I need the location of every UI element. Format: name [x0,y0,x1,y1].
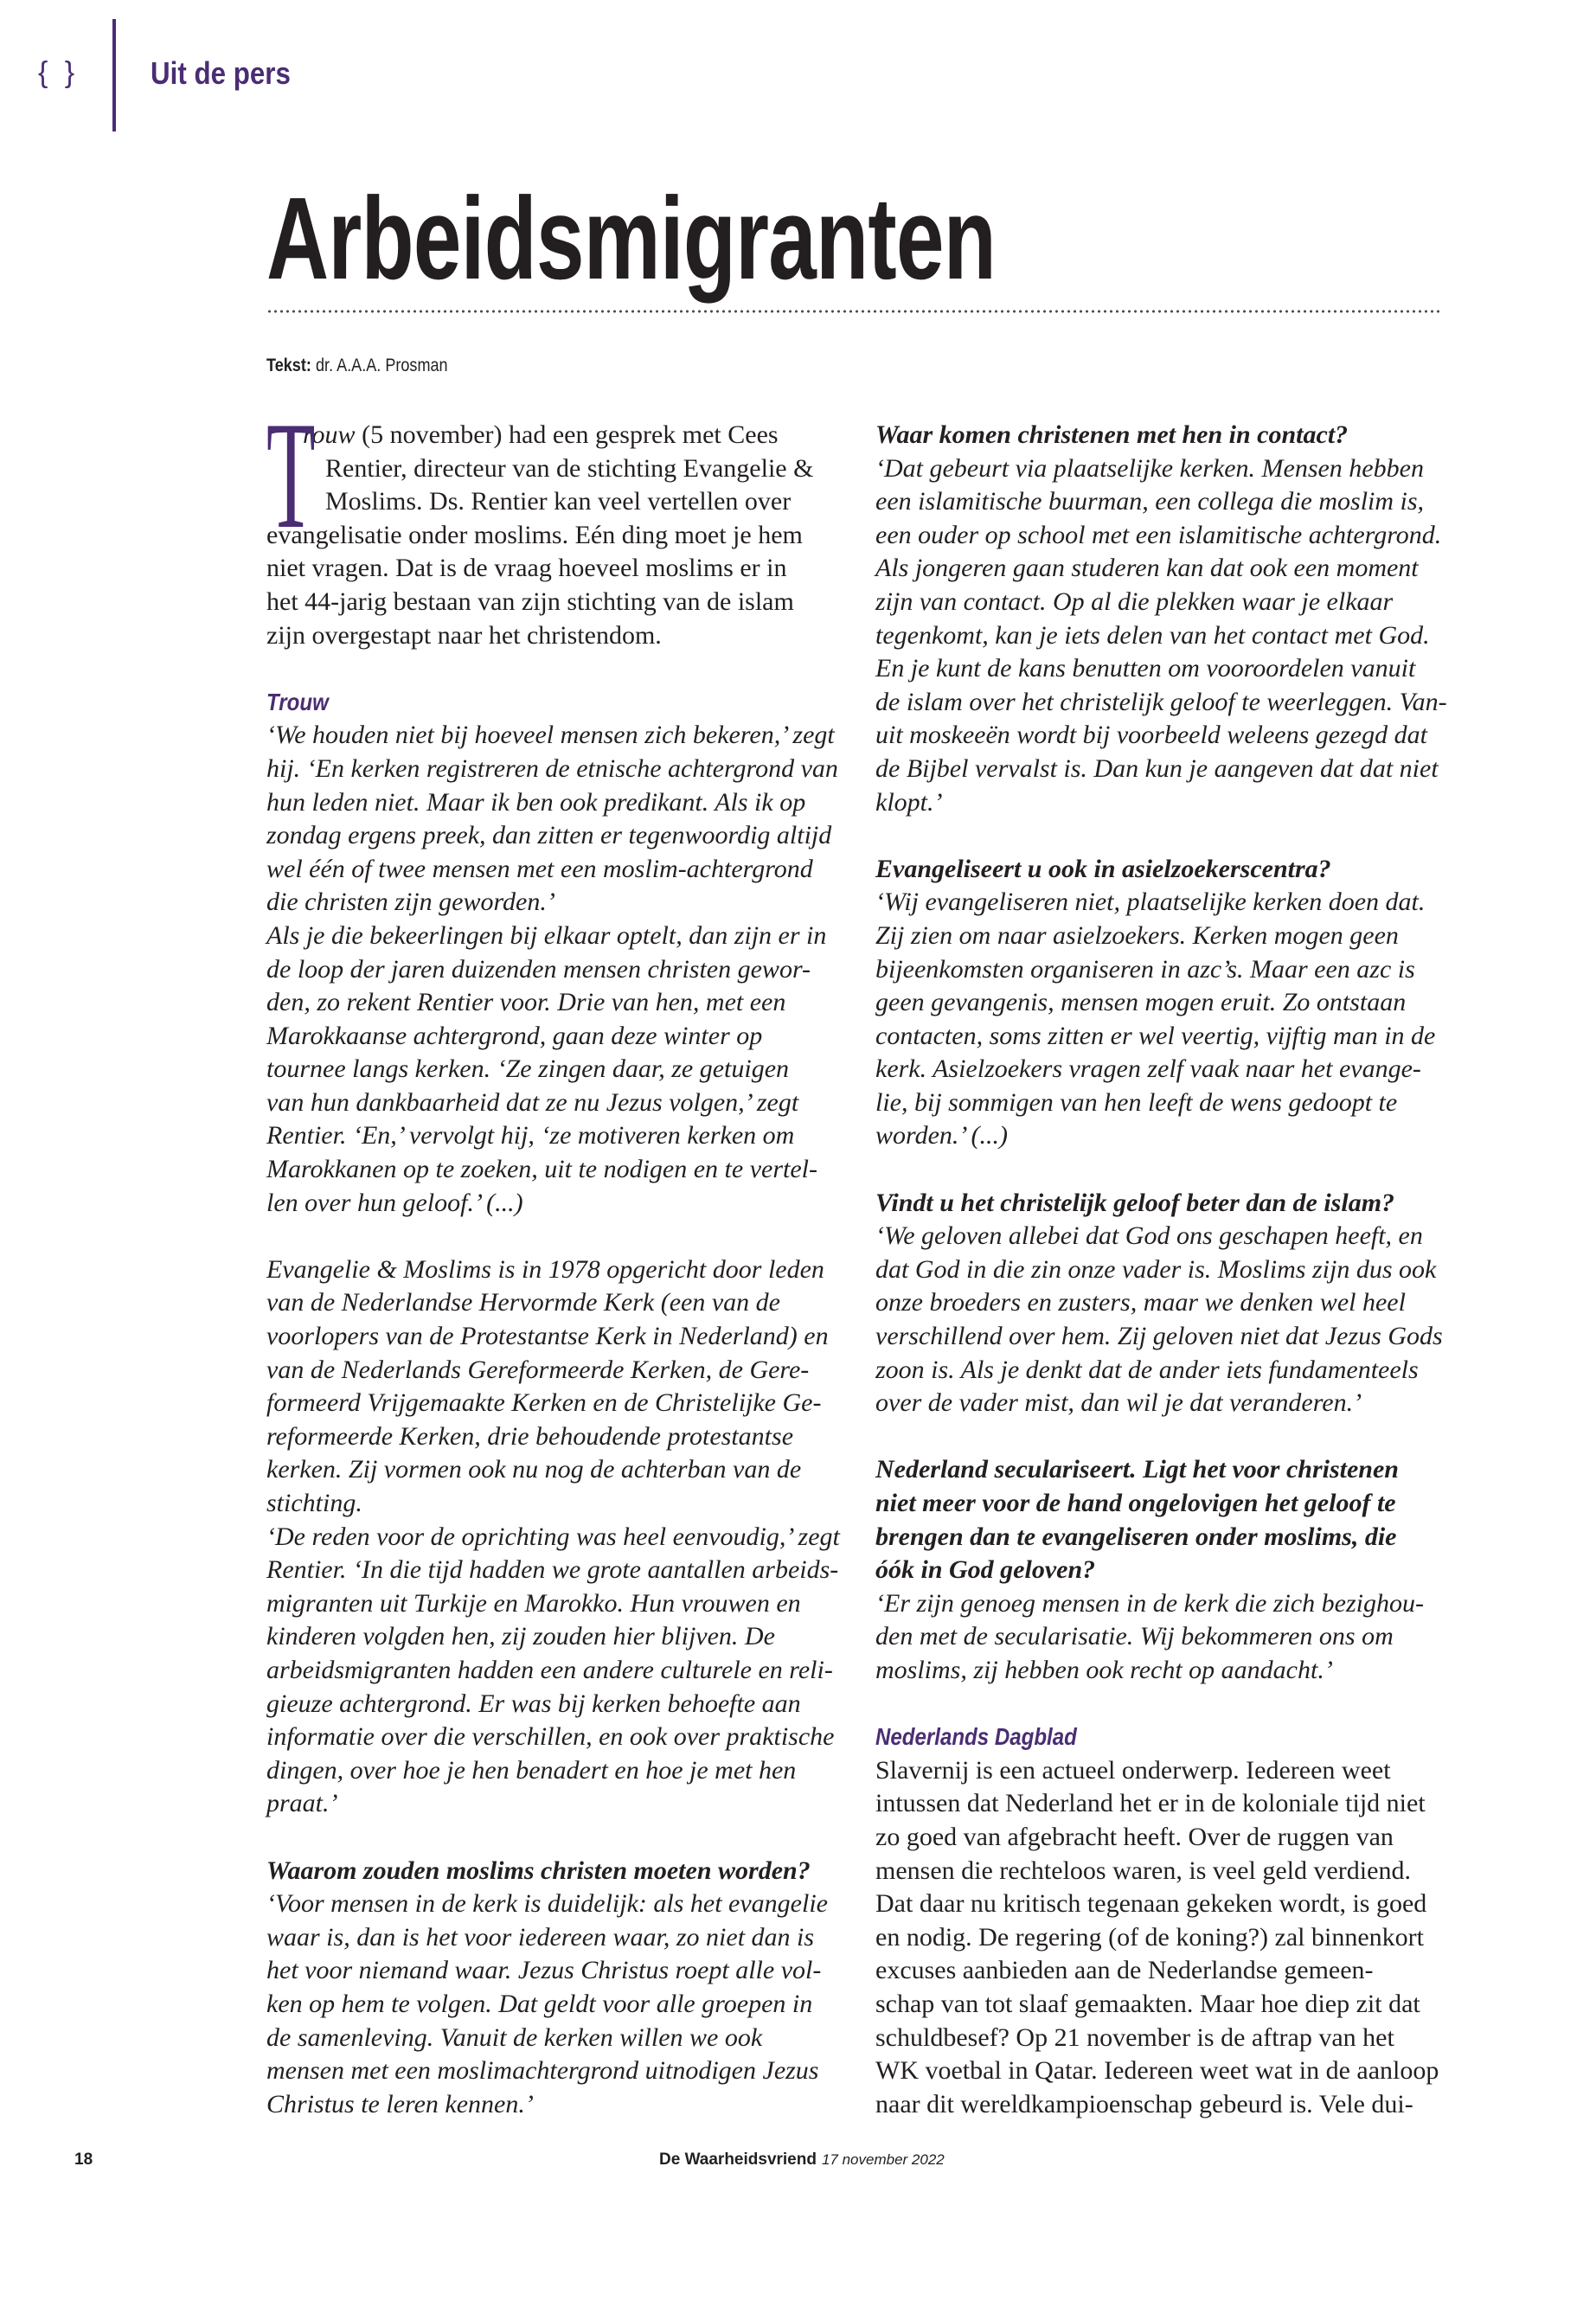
publication-name: De Waarheidsvriend [659,2150,817,2169]
text-line: bijeenkomsten organiseren in azc’s. Maar een azc is [875,954,1415,984]
text-line: excuses aanbieden aan de Nederlandse gemeen- [875,1956,1374,1985]
subhead-block [875,1721,1443,1754]
subhead-block [266,686,829,720]
text-line: ‘We houden niet bij hoeveel mensen zich bekeren,’ zegt [266,721,835,750]
text-line: Als jongeren gaan studeren kan dat ook een moment [875,554,1419,583]
text-line: En je kunt de kans benutten om vooroordelen vanuit [875,654,1416,683]
italic-block [875,1220,1443,1420]
footer-publication [659,2149,945,2171]
text-line: hun leden niet. Maar ik ben ook predikant. Als ik op [266,787,806,817]
text-line: het 44-jarig bestaan van zijn stichting van de islam [266,586,794,616]
text-line: gieuze achtergrond. Er was bij kerken behoefte aan [266,1689,801,1718]
article-section [875,419,1447,819]
text-line: evangelisatie onder moslims. Eén ding moet je hem [266,520,803,549]
text-line: Rentier. ‘En,’ vervolgt hij, ‘ze motiveren kerken om [266,1121,795,1150]
article-section [266,686,838,1221]
text-line: klopt.’ [875,787,943,817]
question-line: óók in God geloven? [875,1555,1096,1585]
text-line: Dat daar nu kritisch tegenaan gekeken wordt, is goed [875,1889,1427,1919]
text-line: contacten, soms zitten er wel veertig, vijftig man in de [875,1021,1436,1050]
article-section [875,853,1443,1153]
italic-block [266,719,838,1220]
italic-block [266,1888,829,2121]
text-line: zijn overgestapt naar het christendom. [266,620,662,650]
question-block [875,853,1443,887]
title-dotted-rule [266,310,1443,313]
text-line: intussen dat Nederland het er in de koloniale tijd niet [875,1789,1426,1818]
text-line: Evangelie & Moslims is in 1978 opgericht door leden [266,1254,824,1284]
italic-block [266,1253,840,1821]
question-line: Vindt u het christelijk geloof beter dan de islam? [875,1188,1395,1217]
article-column-right [875,419,1447,2121]
text-line: schuldbesef? Op 21 november is de aftrap van het [875,2022,1394,2052]
text-line: dat God in die zin onze vader is. Moslims zijn dus ook [875,1254,1437,1284]
question-block [875,419,1443,452]
question-line: Nederland seculariseert. Ligt het voor christenen [875,1455,1399,1484]
byline-label: Tekst: [266,356,311,375]
text-line: zo goed van afgebracht heeft. Over de ruggen van [875,1822,1394,1851]
text-line: de Bijbel vervalst is. Dan kun je aangeven dat dat niet [875,753,1439,783]
text-line: dingen, over hoe je hen benadert en hoe je met hen [266,1755,797,1785]
text-line [266,419,829,452]
text-line: ‘We geloven allebei dat God ons geschapen heeft, en [875,1221,1423,1251]
text-line: len over hun geloof.’ (...) [266,1188,523,1217]
text-line: ken op hem te volgen. Dat geldt voor alle groepen in [266,1989,813,2018]
text-line: Marokkaanse achtergrond, gaan deze winter op [266,1021,763,1050]
article-section [875,1187,1443,1420]
text-line: een islamitische buurman, een collega die moslim is, [875,487,1425,516]
text-line: WK voetbal in Qatar. Iedereen weet wat in de aanloop [875,2056,1439,2086]
text-line: den met de secularisatie. Wij bekommeren ons om [875,1622,1394,1651]
text-run: (5 november) had een gesprek met Cees [355,420,779,449]
byline-author: dr. A.A.A. Prosman [316,356,448,375]
text-line: de samenleving. Vanuit de kerken willen we ook [266,2022,763,2052]
text-line: Rentier. ‘In die tijd hadden we grote aantallen arbeids- [266,1555,839,1585]
header-divider [112,19,116,131]
text-line: Marokkanen op te zoeken, uit te nodigen en te vertel- [266,1155,817,1184]
text-line: van de Nederlands Gereformeerde Kerken, de Gere- [266,1355,810,1384]
newspaper-name: rouw [303,420,356,449]
text-line: ‘Dat gebeurt via plaatselijke kerken. Mensen hebben [875,453,1424,483]
text-line: zondag ergens preek, dan zitten er tegenwoordig altijd [266,821,832,850]
question-line: niet meer voor de hand ongelovigen het geloof te [875,1489,1396,1517]
text-line: ‘Wij evangeliseren niet, plaatselijke kerken doen dat. [875,888,1426,917]
question-line: Evangeliseert u ook in asielzoekerscentra? [875,854,1331,883]
question-line: Waarom zouden moslims christen moeten worden? [266,1856,811,1885]
text-line: praat.’ [266,1789,338,1818]
article-section [875,1453,1443,1687]
text-line: naar dit wereldkampioenschap gebeurd is. Vele dui- [875,2089,1413,2118]
text-line: tegenkomt, kan je iets delen van het contact met God. [875,620,1430,650]
article-section [875,1721,1443,2121]
text-line: uit moskeeën wordt bij voorbeeld weleens gezegd dat [875,721,1427,750]
text-line: over de vader mist, dan wil je dat veranderen.’ [875,1388,1362,1418]
text-line: informatie over die verschillen, en ook over praktische [266,1722,835,1752]
lead-paragraph [266,389,829,652]
question-block [875,1453,1443,1586]
text-line: worden.’ (...) [875,1121,1009,1150]
page-number: 18 [74,2150,93,2169]
text-line: de loop der jaren duizenden mensen christen gewor- [266,954,811,984]
question-line: Waar komen christenen met hen in contact? [875,420,1349,449]
text-line: onze broeders en zusters, maar we denken wel heel [875,1288,1406,1317]
drop-cap: T [266,389,316,561]
text-line: kinderen volgden hen, zij zouden hier blijven. De [266,1622,775,1651]
text-line: mensen die rechteloos waren, is veel geld verdiend. [875,1856,1411,1885]
text-line: Moslims. Ds. Rentier kan veel vertellen over [325,487,792,516]
text-line: arbeidsmigranten hadden een andere culturele en reli- [266,1655,833,1684]
text-line: ‘De reden voor de oprichting was heel eenvoudig,’ zegt [266,1522,840,1551]
question-line: brengen dan te evangeliseren onder moslims, die [875,1522,1397,1551]
text-line: hij. ‘En kerken registreren de etnische achtergrond van [266,753,838,783]
section-label: Uit de pers [151,55,291,91]
text-line: wel één of twee mensen met een moslim-achtergrond [266,854,813,883]
text-line: het voor niemand waar. Jezus Christus roept alle vol- [266,1956,822,1985]
text-line: tournee langs kerken. ‘Ze zingen daar, ze getuigen [266,1054,790,1084]
article-section [266,1855,829,2122]
text-line: zoon is. Als je denkt dat de ander iets fundamenteels [875,1355,1419,1384]
text-line: een ouder op school met een islamitische achtergrond. [875,520,1442,549]
subhead-text: Trouw [266,688,329,715]
text-line: de islam over het christelijk geloof te weerleggen. Van- [875,687,1447,716]
text-line: moslims, zij hebben ook recht op aandacht.’ [875,1655,1333,1684]
text-line: niet vragen. Dat is de vraag hoeveel moslims er in [266,554,787,583]
italic-block [875,452,1447,820]
text-line: den, zo rekent Rentier voor. Drie van hen, met een [266,988,786,1017]
text-line: lie, bij sommigen van hen leeft de wens gedoopt te [875,1087,1398,1117]
byline [266,355,448,377]
subhead-text: Nederlands Dagblad [875,1723,1077,1751]
italic-block [875,1587,1443,1688]
text-line: van de Nederlandse Hervormde Kerk (een van de [266,1288,780,1317]
text-line: die christen zijn geworden.’ [266,888,555,917]
text-line: van hun dankbaarheid dat ze nu Jezus volgen,’ zegt [266,1087,799,1117]
text-line: waar is, dan is het voor iedereen waar, zo niet dan is [266,1922,815,1952]
article-title: Arbeidsmigranten [266,173,997,304]
text-line: Als je die bekeerlingen bij elkaar optelt, dan zijn er in [266,920,827,950]
section-brace-glyph: { } [38,56,80,89]
text-line: mensen met een moslimachtergrond uitnodigen Jezus [266,2056,819,2086]
text-line: schap van tot slaaf gemaakten. Maar hoe diep zit dat [875,1989,1420,2018]
text-line: voorlopers van de Protestantse Kerk in Nederland) en [266,1322,829,1351]
text-line: ‘Er zijn genoeg mensen in de kerk die zich bezighou- [875,1588,1424,1618]
text-line: ‘Voor mensen in de kerk is duidelijk: als het evangelie [266,1889,828,1919]
article-section [266,1253,840,1821]
article-column-left [266,389,840,2121]
text-line: reformeerde Kerken, drie behoudende protestantse [266,1421,794,1451]
text-line: Christus te leren kennen.’ [266,2089,534,2118]
issue-date: 17 november 2022 [821,2151,945,2168]
italic-block [875,886,1443,1153]
text-line: migranten uit Turkije en Marokko. Hun vrouwen en [266,1588,801,1618]
text-line: verschillend over hem. Zij geloven niet dat Jezus Gods [875,1322,1443,1351]
text-line: Zij zien om naar asielzoekers. Kerken mogen geen [875,920,1399,950]
roman-block [875,1754,1443,2122]
question-block [266,1855,829,1888]
text-line: kerken. Zij vormen ook nu nog de achterban van de [266,1455,802,1484]
text-line: en nodig. De regering (of de koning?) zal binnenkort [875,1922,1424,1952]
question-block [875,1187,1443,1221]
text-line: geen gevangenis, mensen mogen eruit. Zo ontstaan [875,988,1407,1017]
text-line: zijn van contact. Op al die plekken waar je elkaar [875,586,1394,616]
text-line: Slavernij is een actueel onderwerp. Iedereen weet [875,1755,1391,1785]
text-line: Rentier, directeur van de stichting Evangelie & [325,453,814,483]
text-line: formeerd Vrijgemaakte Kerken en de Christelijke Ge- [266,1388,822,1418]
text-line: stichting. [266,1489,362,1517]
text-line: kerk. Asielzoekers vragen zelf vaak naar het evange- [875,1054,1421,1084]
